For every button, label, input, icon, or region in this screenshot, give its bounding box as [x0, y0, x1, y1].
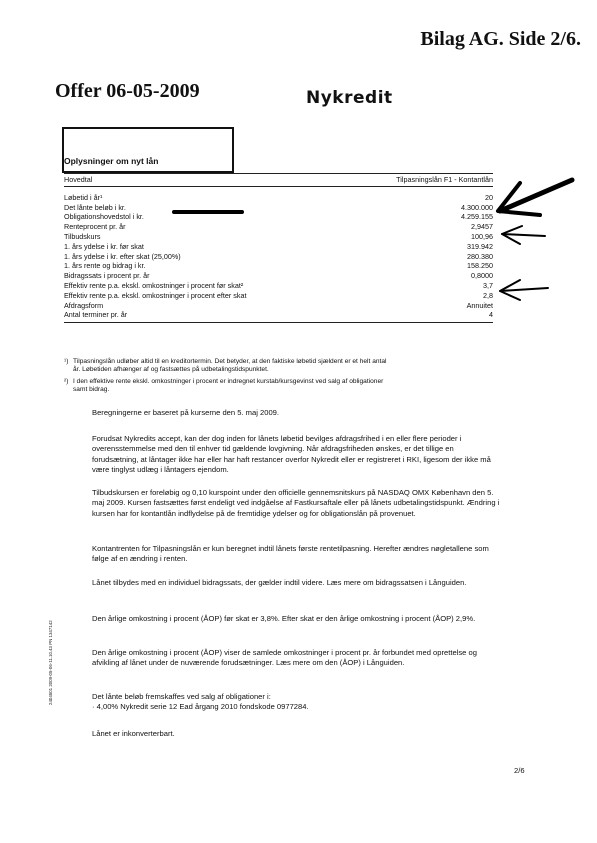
row-value: 319.942: [467, 241, 493, 251]
section-title: Oplysninger om nyt lån: [64, 156, 159, 166]
row-value: 4.300.000: [461, 202, 493, 212]
offer-date: Offer 06-05-2009: [55, 80, 200, 102]
footnote-text: Tilpasningslån udløber altid til en kreditortermin. Det betyder, at den faktiske løbetid sjældent er et helt antal: [73, 358, 387, 365]
row-label: 1. års ydelse i kr. før skat: [64, 241, 144, 251]
exhibit-note: Bilag AG. Side 2/6.: [420, 28, 581, 50]
row-value: 4: [489, 310, 493, 320]
row-value: 2,9457: [471, 222, 493, 232]
row-label: Afdragsform: [64, 300, 104, 310]
margin-print-code: 2404501 2009-05-06-11.10.43 PN 1347142: [48, 620, 53, 705]
row-value: 3,7: [483, 280, 493, 290]
arrow-icon: [500, 288, 548, 291]
row-label: Tilbudskurs: [64, 231, 101, 241]
row-label: Renteprocent pr. år: [64, 222, 126, 232]
row-value: 2,8: [483, 290, 493, 300]
row-value: 4.259.155: [461, 212, 493, 222]
row-value: 158.250: [467, 261, 493, 271]
footnote-text: år. Løbetiden afhænger af og fastsættes på udbetalingstidspunktet.: [73, 366, 269, 374]
row-label: 1. års rente og bidrag i kr.: [64, 261, 146, 271]
row-label: Effektiv rente p.a. ekskl. omkostninger i procent efter skat: [64, 290, 247, 300]
row-label: Obligationshovedstol i kr.: [64, 212, 144, 222]
paragraph-aop: Den årlige omkostning i procent (ÅOP) før skat er 3,8%. Efter skat er den årlige omkostning i procent (ÅOP) 2,9%.: [92, 614, 476, 623]
table-header-right: Tilpasningslån F1 - Kontantlån: [396, 175, 493, 184]
row-value: Annuitet: [466, 300, 493, 310]
row-label: Løbetid i år¹: [64, 192, 103, 202]
footnote-text: samt bidrag.: [73, 386, 110, 394]
paragraph-contribution-rate: Lånet tilbydes med en individuel bidragssats, der gælder indtil videre. Læs mere om bidragssatsen i Långuiden.: [92, 578, 467, 587]
bonds-intro: Det lånte beløb fremskaffes ved salg af obligationer i:: [92, 692, 271, 701]
paragraph-aop-explained: Den årlige omkostning i procent (ÅOP) viser de samlede omkostninger i procent pr. år forbundet med oprettelse og afvikling af lånet under de nuværende forudsætninger. Læs mere om den (ÅOP) i Långuiden.: [92, 648, 477, 668]
paragraph-rates-basis: Beregningerne er baseret på kurserne den 5. maj 2009.: [92, 408, 280, 417]
paragraph-cash-rate: Kontantrenten for Tilpasningslån er kun beregnet indtil lånets første rentetilpasning. Herefter ændres nøgletallene som følge af en ændring i renten.: [92, 544, 489, 564]
arrow-icon: [502, 234, 545, 236]
nykredit-logo: Nykredit: [306, 88, 393, 108]
row-value: 280.380: [467, 251, 493, 261]
paragraph-offer-price: Tilbudskursen er foreløbig og 0,10 kurspoint under den officielle gennemsnitskurs på NASDAQ OMX København den 5. maj 2009. Kursen fastsættes først endeligt ved indgåelse af Fastkursaftale eller på lånets udbetalingstidspunkt. Ændring i kursen har for kontantlån indflydelse på de fremtidige ydelser og for obligationslån på provenuet.: [92, 488, 500, 518]
paragraph-interest-only: Forudsat Nykredits accept, kan der dog inden for lånets løbetid bevilges afdragsfrihed i en eller flere perioder i overensstemmelse med den til enhver tid gældende lovgivning. Når afdragsfriheden ønskes, er det tillige en forudsætning, at låntager ikke har eller har haft restancer overfor Nykredit eller er registreret i RKI, ligesom der ikke må være tinglyst udlæg i låntagers ejendom.: [92, 434, 491, 475]
row-value: 100,96: [471, 231, 493, 241]
table-header-left: Hovedtal: [64, 175, 93, 184]
footnote-text: I den effektive rente ekskl. omkostninger i procent er indregnet kurstab/kursgevinst ved salg af obligationer: [73, 378, 384, 385]
row-value: 20: [485, 192, 493, 202]
page-number: 2/6: [514, 766, 525, 775]
footnote-number: ¹): [64, 358, 69, 365]
row-label: Antal terminer pr. år: [64, 310, 128, 320]
row-label: 1. års ydelse i kr. efter skat (25,00%): [64, 251, 181, 261]
row-label: Effektiv rente p.a. ekskl. omkostninger i procent før skat²: [64, 280, 244, 290]
row-label: Det lånte beløb i kr.: [64, 202, 126, 212]
footnote-number: ²): [64, 378, 69, 385]
row-value: 0,8000: [471, 271, 493, 281]
bonds-item: · 4,00% Nykredit serie 12 Ead årgang 2010 fondskode 0977284.: [92, 702, 309, 712]
row-label: Bidragssats i procent pr. år: [64, 271, 150, 281]
paragraph-non-convertible: Lånet er inkonverterbart.: [92, 729, 175, 738]
